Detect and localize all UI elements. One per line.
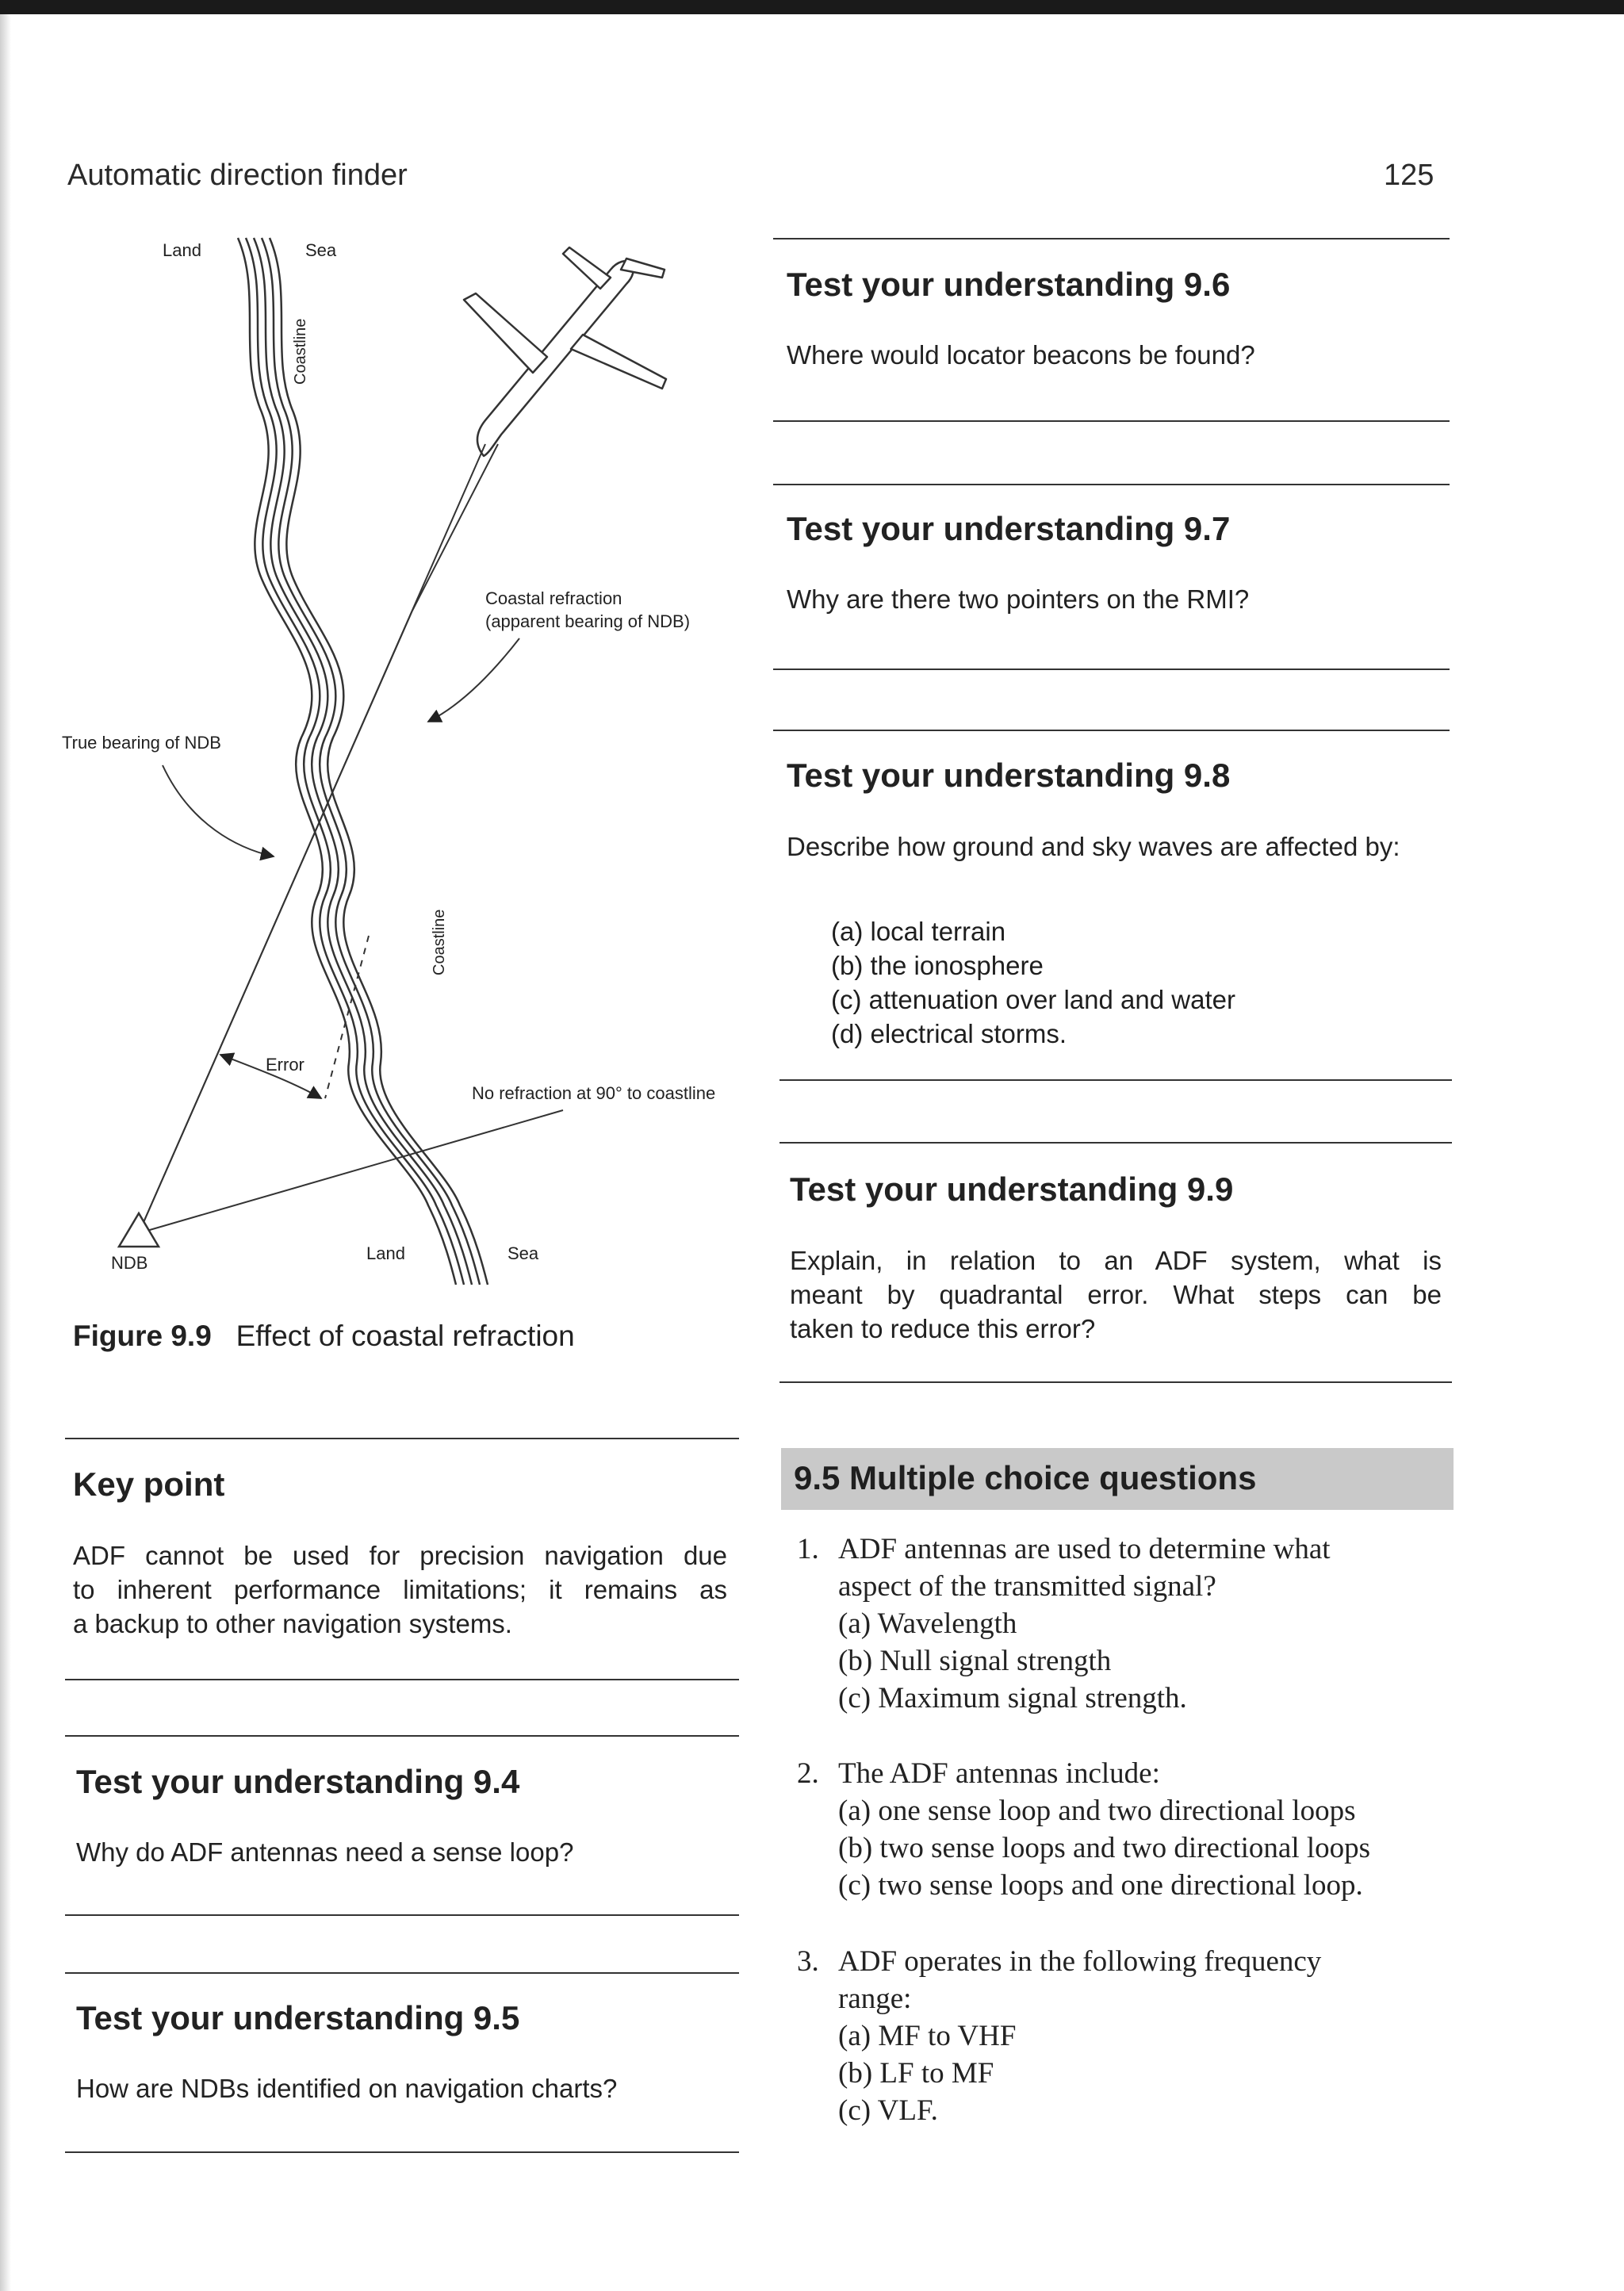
test-9-9-title: Test your understanding 9.9	[790, 1170, 1234, 1208]
label-coastline-top: Coastline	[292, 318, 309, 385]
key-point-top-rule	[65, 1438, 739, 1439]
mcq-1-option-c: (c) Maximum signal strength.	[838, 1682, 1187, 1714]
mcq-question-3	[797, 1943, 1455, 2133]
test-9-7-top-rule	[773, 484, 1450, 485]
true-bearing-line	[139, 611, 412, 1233]
test-9-5-top-rule	[65, 1972, 739, 1974]
label-ndb: NDB	[111, 1253, 148, 1273]
page-left-shadow	[0, 14, 11, 2291]
key-point-title: Key point	[73, 1465, 225, 1503]
mcq-question-1	[797, 1531, 1455, 1721]
label-sea-top: Sea	[305, 240, 337, 260]
mcq-1-stem-line-2: aspect of the transmitted signal?	[838, 1570, 1216, 1603]
no-refraction-line	[139, 1110, 563, 1233]
test-9-7-bottom-rule	[773, 669, 1450, 670]
label-no-refraction: No refraction at 90° to coastline	[472, 1083, 716, 1103]
mcq-1-stem-line-1: ADF antennas are used to determine what	[838, 1533, 1331, 1565]
test-9-6-top-rule	[773, 238, 1450, 239]
test-9-7-title: Test your understanding 9.7	[787, 510, 1231, 547]
ndb-triangle-icon	[119, 1213, 159, 1247]
mcq-3-stem-line-1: ADF operates in the following frequency	[838, 1945, 1322, 1978]
page-top-edge	[0, 0, 1624, 14]
test-9-4-question: Why do ADF antennas need a sense loop?	[76, 1837, 574, 1867]
test-9-4-title: Test your understanding 9.4	[76, 1763, 520, 1800]
test-9-4-top-rule	[65, 1735, 739, 1737]
mcq-3-number: 3.	[797, 1945, 819, 1978]
aircraft-icon	[464, 247, 666, 456]
test-9-8-item-b: (b) the ionosphere	[831, 951, 1044, 980]
key-point-line-3: a backup to other navigation systems.	[73, 1609, 512, 1638]
test-9-8-question: Describe how ground and sky waves are affected by:	[787, 832, 1400, 861]
test-9-7-question: Why are there two pointers on the RMI?	[787, 584, 1250, 614]
mcq-3-option-a: (a) MF to VHF	[838, 2020, 1017, 2052]
mcq-heading: 9.5 Multiple choice questions	[794, 1459, 1257, 1496]
test-9-6-title: Test your understanding 9.6	[787, 266, 1231, 303]
mcq-1-option-b: (b) Null signal strength	[838, 1645, 1112, 1677]
mcq-2-option-c: (c) two sense loops and one directional loop.	[838, 1869, 1363, 1902]
label-coastal-refraction-2: (apparent bearing of NDB)	[485, 611, 691, 631]
page-number: 125	[1384, 159, 1434, 192]
test-9-6-bottom-rule	[773, 420, 1450, 422]
test-9-5-question: How are NDBs identified on navigation charts?	[76, 2074, 618, 2103]
label-coastal-refraction-1: Coastal refraction	[485, 588, 622, 608]
label-coastline-mid: Coastline	[431, 909, 448, 975]
mcq-2-number: 2.	[797, 1757, 819, 1790]
test-9-6-question: Where would locator beacons be found?	[787, 340, 1255, 370]
label-land-bottom: Land	[366, 1243, 405, 1263]
label-true-bearing: True bearing of NDB	[62, 733, 221, 753]
figure-label: Figure 9.9	[73, 1320, 212, 1352]
coastal-refraction-arrow	[428, 638, 519, 722]
figure-caption-text: Effect of coastal refraction	[236, 1320, 575, 1352]
coastline-lines	[238, 238, 488, 1285]
mcq-1-number: 1.	[797, 1533, 819, 1565]
figure-caption	[73, 1320, 575, 1353]
mcq-2-option-b: (b) two sense loops and two directional loops	[838, 1832, 1371, 1864]
test-9-9-top-rule	[779, 1142, 1452, 1144]
test-9-9-bottom-rule	[779, 1381, 1452, 1383]
key-point-line-1: ADF cannot be used for precision navigation due	[73, 1541, 727, 1570]
test-9-8-item-a: (a) local terrain	[831, 917, 1006, 946]
mcq-heading-banner	[781, 1448, 1454, 1510]
mcq-3-option-b: (b) LF to MF	[838, 2057, 994, 2090]
mcq-3-stem-line-2: range:	[838, 1983, 912, 2015]
test-9-5-title: Test your understanding 9.5	[76, 1999, 520, 2036]
test-9-8-bottom-rule	[779, 1079, 1452, 1081]
test-9-8-item-d: (d) electrical storms.	[831, 1019, 1067, 1048]
coastal-refraction-diagram	[48, 222, 745, 1308]
key-point-bottom-rule	[65, 1679, 739, 1680]
test-9-9-line-2: meant by quadrantal error. What steps can be	[790, 1280, 1442, 1309]
coastal-refraction-line	[412, 444, 498, 611]
label-sea-bottom: Sea	[508, 1243, 539, 1263]
mcq-3-option-c: (c) VLF.	[838, 2094, 938, 2127]
mcq-1-option-a: (a) Wavelength	[838, 1607, 1017, 1640]
running-head-title: Automatic direction finder	[67, 159, 408, 192]
true-bearing-arrow	[163, 765, 274, 856]
test-9-5-bottom-rule	[65, 2151, 739, 2153]
label-error: Error	[266, 1055, 304, 1075]
mcq-2-option-a: (a) one sense loop and two directional loops	[838, 1795, 1356, 1827]
test-9-8-title: Test your understanding 9.8	[787, 757, 1231, 794]
mcq-2-stem-line-1: The ADF antennas include:	[838, 1757, 1160, 1790]
label-land-top: Land	[163, 240, 201, 260]
test-9-9-line-3: taken to reduce this error?	[790, 1314, 1096, 1343]
key-point-line-2: to inherent performance limitations; it remains as	[73, 1575, 727, 1604]
test-9-8-items	[831, 914, 1235, 1051]
test-9-8-item-c: (c) attenuation over land and water	[831, 985, 1235, 1014]
test-9-8-top-rule	[773, 730, 1450, 731]
extension-dashed-line	[325, 936, 369, 1098]
test-9-9-line-1: Explain, in relation to an ADF system, what is	[790, 1246, 1442, 1275]
mcq-question-2	[797, 1755, 1455, 1914]
test-9-4-bottom-rule	[65, 1914, 739, 1916]
